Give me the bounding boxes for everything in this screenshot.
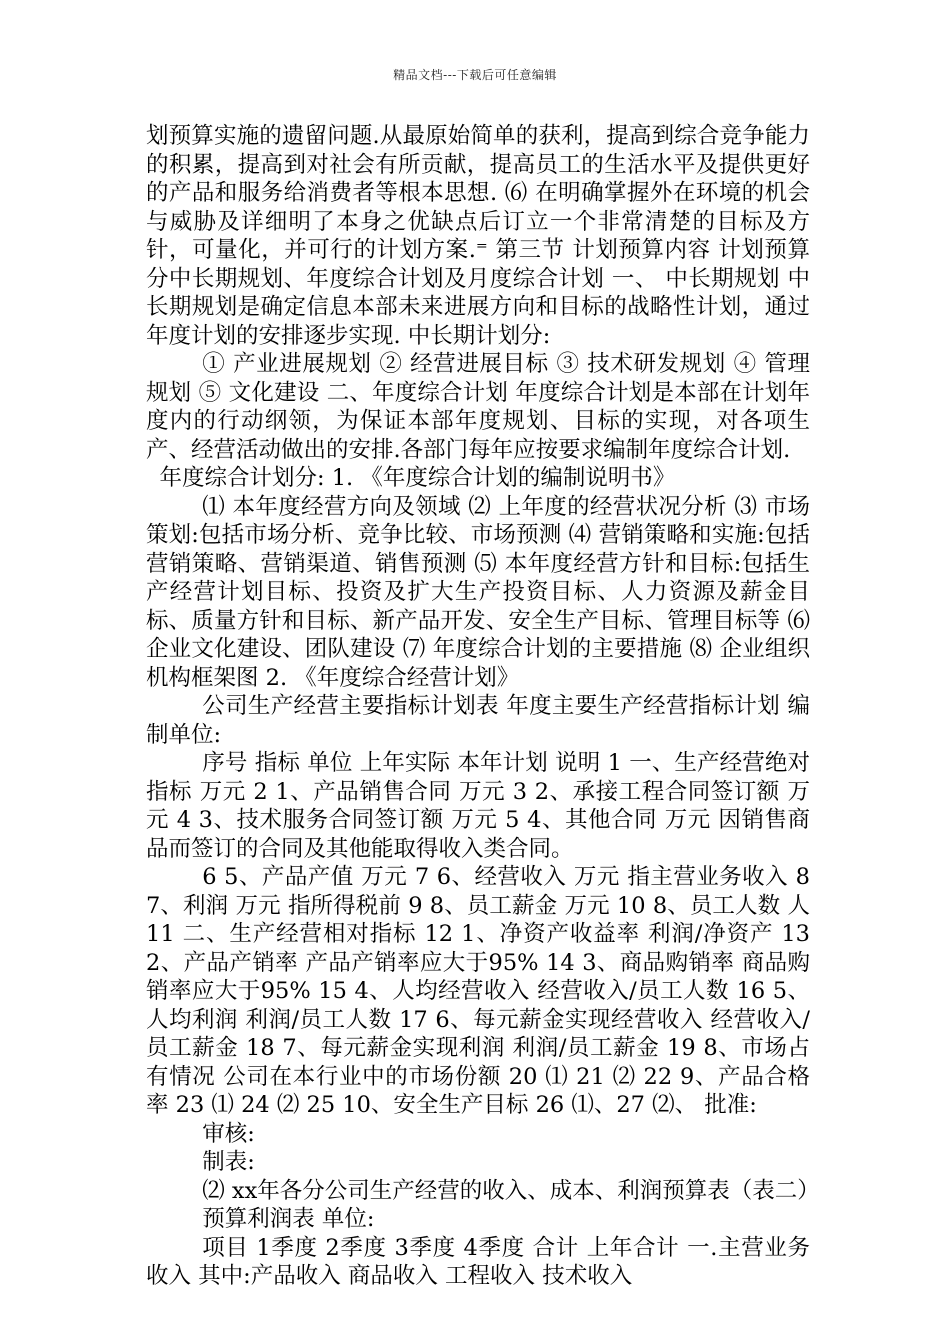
paragraph-review: 审核: <box>202 1120 255 1147</box>
paragraph-indicator-table-part-1: 序号 指标 单位 上年实际 本年计划 说明 1 一、生产经营绝对指标 万元 2 1、产品销售合同 万元 3 2、承接工程合同签订额 万元 4 3、技术服务合同签订额 万元 5 4、其他合同 万元 因销售商品而签订的合同及其他能取得收入类合同。 <box>146 750 810 862</box>
header-note: 精品文档---下载后可任意编辑 <box>393 68 557 82</box>
document-body <box>146 122 820 1291</box>
paragraph-indicator-table-title: 公司生产经营主要指标计划表 年度主要生产经营指标计划 编制单位: <box>146 693 810 748</box>
paragraph-planning-intro: 划预算实施的遗留问题.从最原始简单的获利，提高到综合竞争能力的积累，提高到对社会有所贡献，提高员工的生活水平及提供更好的产品和服务给消费者等根本思想. ⑹ 在明确掌握外在环境的机会与威胁及详细明了本身之优缺点后订立一个非常清楚的目标及方针，可量化，并可行的计划方案.⁼ 第三节 计划预算内容 计划预算分中长期规划、年度综合计划及月度综合计划 一、 中长期规划 中长期规划是确定信息本部未来进展方向和目标的战略性计划，通过年度计划的安排逐步实现. 中长期计划分: <box>146 123 810 349</box>
paragraph-profit-budget-items: 项目 1季度 2季度 3季度 4季度 合计 上年合计 一.主营业务收入 其中:产品收入 商品收入 工程收入 技术收入 <box>146 1234 810 1289</box>
paragraph-indicator-table-part-2: 6 5、产品产值 万元 7 6、经营收入 万元 指主营业务收入 8 7、利润 万元 指所得税前 9 8、员工薪金 万元 10 8、员工人数 人 11 二、生产经营相对指标 12 1、净资产收益率 利润/净资产 13 2、产品产销率 产品产销率应大于95% 14 3、商品购销率 商品购销率应大于95% 15 4、人均经营收入 经营收入/员工人数 16 5、人均利润 利润/员工人数 17 6、每元薪金实现经营收入 经营收入/员工薪金 18 7、每元薪金实现利润 利润/员工薪金 19 8、市场占有情况 公司在本行业中的市场份额 20 ⑴ 21 ⑵ 22 9、产品合格率 23 ⑴ 24 ⑵ 25 10、安全生产目标 26 ⑴、27 ⑵、 批准: <box>146 864 810 1118</box>
paragraph-budget-table-two: ⑵ xx年各分公司生产经营的收入、成本、利润预算表（表二） <box>202 1177 820 1204</box>
paragraph-annual-plan-contents: ⑴ 本年度经营方向及领域 ⑵ 上年度的经营状况分析 ⑶ 市场策划:包括市场分析、竞争比较、市场预测 ⑷ 营销策略和实施:包括营销策略、营销渠道、销售预测 ⑸ 本年度经营方针和目标:包括生产经营计划目标、投资及扩大生产投资目标、人力资源及薪金目标、质量方针和目标、新产品开发、安全生产目标、管理目标等 ⑹ 企业文化建设、团队建设 ⑺ 年度综合计划的主要措施 ⑻ 企业组织机构框架图 2. 《年度综合经营计划》 <box>146 493 810 691</box>
paragraph-long-term-plan-items: ① 产业进展规划 ② 经营进展目标 ③ 技术研发规划 ④ 管理规划 ⑤ 文化建设 二、年度综合计划 年度综合计划是本部在计划年度内的行动纲领，为保证本部年度规划、目标的实现，对各项生产、经营活动做出的安排.各部门每年应按要求编制年度综合计划. <box>146 351 810 463</box>
paragraph-prepared-by: 制表: <box>202 1149 255 1175</box>
paragraph-annual-plan-parts: 年度综合计划分: 1. 《年度综合计划的编制说明书》 <box>159 465 676 491</box>
paragraph-profit-budget-title: 预算利润表 单位: <box>202 1206 375 1232</box>
